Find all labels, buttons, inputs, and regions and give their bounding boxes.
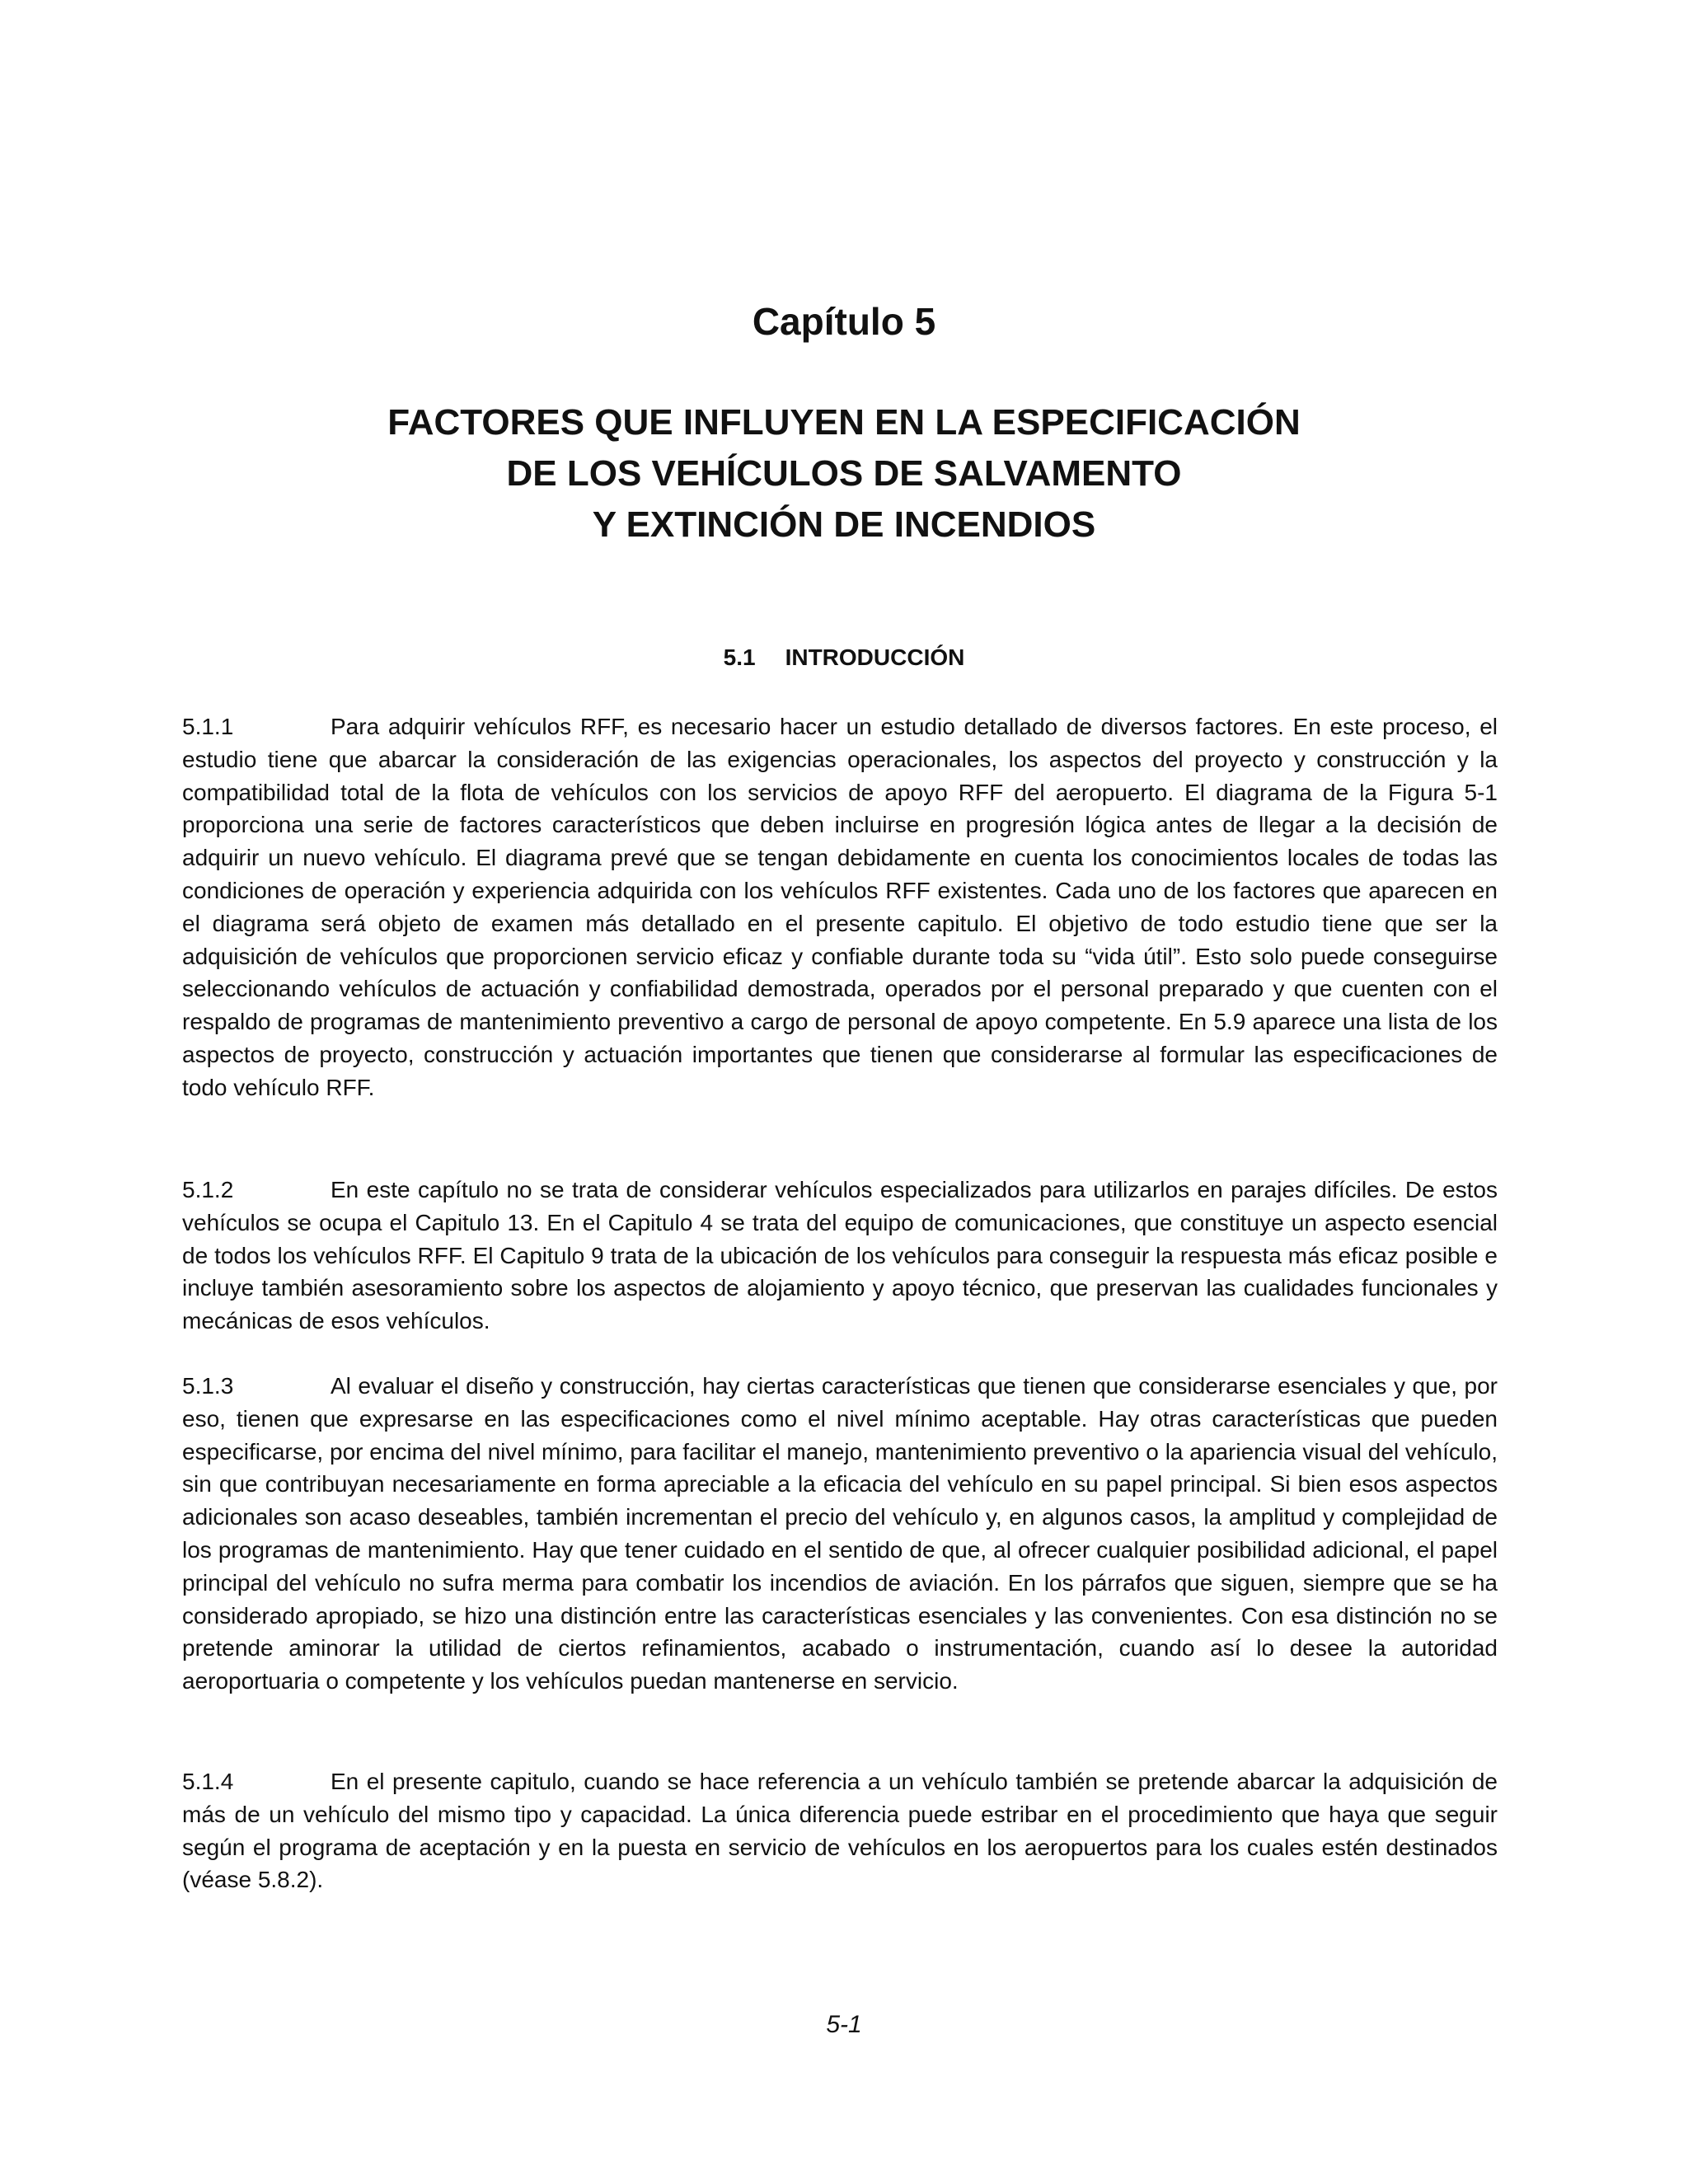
section-heading: [0, 641, 1688, 674]
paragraph-number: 5.1.4: [182, 1769, 234, 1794]
paragraph-text: En este capítulo no se trata de considerar vehículos especializados para utilizarlos en parajes difíciles. De estos vehículos se ocupa el Capitulo 13. En el Capitulo 4 se trata del equipo de comunicaciones, que constituye un aspecto esencial de todos los vehículos RFF. El Capitulo 9 trata de la ubicación de los vehículos para conseguir la respuesta más eficaz posible e incluye también asesoramiento sobre los aspectos de alojamiento y apoyo técnico, que preservan las cualidades funcionales y mecánicas de esos vehículos.: [182, 1177, 1498, 1334]
paragraph-number: 5.1.1: [182, 714, 234, 739]
chapter-title-line: FACTORES QUE INFLUYEN EN LA ESPECIFICACIÓN: [387, 402, 1301, 443]
section-number: 5.1: [723, 644, 756, 670]
chapter-title-line: Y EXTINCIÓN DE INCENDIOS: [592, 504, 1096, 545]
paragraph-5-1-1: [182, 710, 1498, 1104]
paragraph-5-1-2: [182, 1174, 1498, 1338]
chapter-title-line: DE LOS VEHÍCULOS DE SALVAMENTO: [506, 453, 1182, 494]
paragraph-number: 5.1.2: [182, 1177, 234, 1202]
paragraph-5-1-4: [182, 1765, 1498, 1896]
paragraph-text: Al evaluar el diseño y construcción, hay ciertas características que tienen que considerarse esenciales y que, por eso, tienen que expresarse en las especificaciones como el nivel mínimo aceptable. Hay otras características que pueden especificarse, por encima del nivel mínimo, para facilitar el manejo, mantenimiento preventivo o la apariencia visual del vehículo, sin que contribuyan necesariamente en forma apreciable a la eficacia del vehículo en su papel principal. Si bien esos aspectos adicionales son acaso deseables, también incrementan el precio del vehículo y, en algunos casos, la amplitud y complejidad de los programas de mantenimiento. Hay que tener cuidado en el sentido de que, al ofrecer cualquier posibilidad adicional, el papel principal del vehículo no sufra merma para combatir los incendios de aviación. En los párrafos que siguen, siempre que se ha considerado apropiado, se hizo una distinción entre las características esenciales y las convenientes. Con esa distinción no se pretende aminorar la utilidad de ciertos refinamientos, acabado o instrumentación, cuando así lo desee la autoridad aeroportuaria o competente y los vehículos puedan mantenerse en servicio.: [182, 1373, 1498, 1694]
page-number: 5-1: [826, 2011, 862, 2038]
paragraph-5-1-3: [182, 1370, 1498, 1698]
section-title: INTRODUCCIÓN: [785, 644, 965, 670]
paragraph-number: 5.1.3: [182, 1373, 234, 1399]
paragraph-text: Para adquirir vehículos RFF, es necesario hacer un estudio detallado de diversos factores. En este proceso, el estudio tiene que abarcar la consideración de las exigencias operacionales, los aspectos del proyecto y construcción y la compatibilidad total de la flota de vehículos con los servicios de apoyo RFF del aeropuerto. El diagrama de la Figura 5-1 proporciona una serie de factores característicos que deben incluirse en progresión lógica antes de llegar a la decisión de adquirir un nuevo vehículo. El diagrama prevé que se tengan debidamente en cuenta los conocimientos locales de todas las condiciones de operación y experiencia adquirida con los vehículos RFF existentes. Cada uno de los factores que aparecen en el diagrama será objeto de examen más detallado en el presente capitulo. El objetivo de todo estudio tiene que ser la adquisición de vehículos que proporcionen servicio eficaz y confiable durante toda su “vida útil”. Esto solo puede conseguirse seleccionando vehículos de actuación y confiabilidad demostrada, operados por el personal preparado y que cuenten con el respaldo de programas de mantenimiento preventivo a cargo de personal de apoyo competente. En 5.9 aparece una lista de los aspectos de proyecto, construcción y actuación importantes que tienen que considerarse al formular las especificaciones de todo vehículo RFF.: [182, 714, 1498, 1100]
paragraph-text: En el presente capitulo, cuando se hace referencia a un vehículo también se pretende abarcar la adquisición de más de un vehículo del mismo tipo y capacidad. La única diferencia puede estribar en el procedimiento que haya que seguir según el programa de aceptación y en la puesta en servicio de vehículos en los aeropuertos para los cuales estén destinados (véase 5.8.2).: [182, 1769, 1498, 1893]
chapter-title: [0, 397, 1688, 551]
chapter-label: Capítulo 5: [752, 300, 936, 343]
